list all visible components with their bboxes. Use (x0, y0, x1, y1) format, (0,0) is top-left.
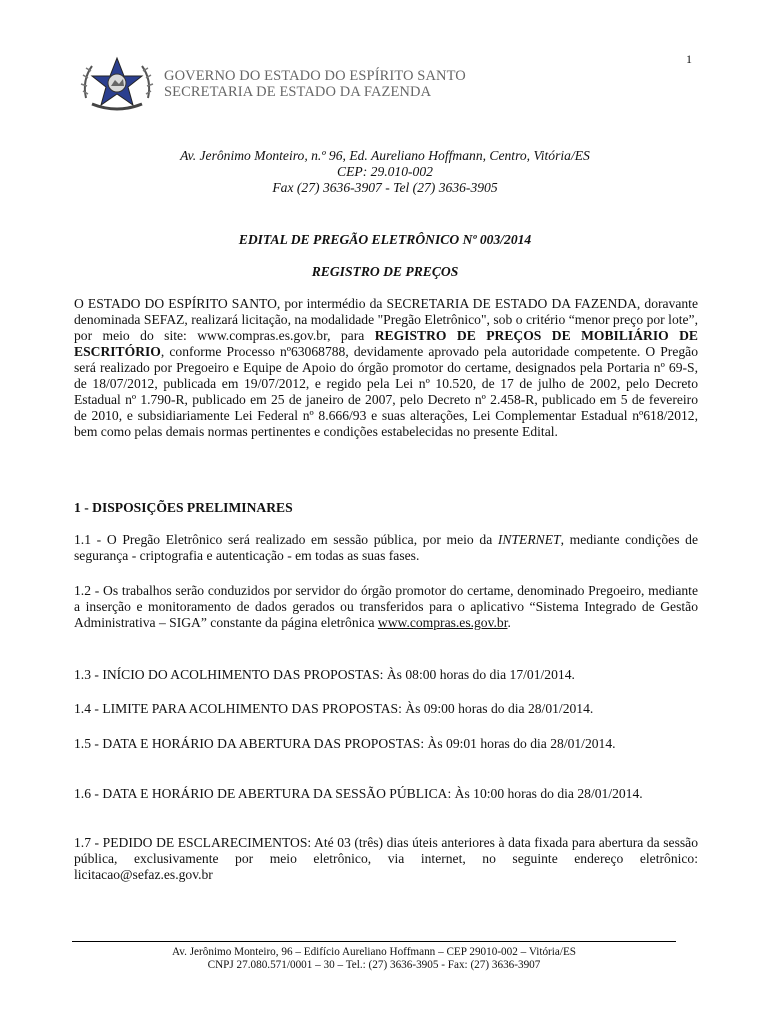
item-1-1-italic: INTERNET (497, 532, 561, 547)
item-1-4-text: 1.4 - LIMITE PARA ACOLHIMENTO DAS PROPOSTAS: Às 09:00 horas do dia 28/01/2014. (74, 701, 594, 716)
item-1-1-text: 1.1 - O Pregão Eletrônico será realizado em sessão pública, por meio da (74, 532, 498, 547)
address-line-cep: CEP: 29.010-002 (337, 164, 433, 179)
address-line-street: Av. Jerônimo Monteiro, n.º 96, Ed. Aureliano Hoffmann, Centro, Vitória/ES (180, 148, 590, 163)
footer-divider (72, 941, 676, 942)
intro-text-part2: , conforme Processo nº63068788, devidamente aprovado pela autoridade competente. O Pregão será realizado por Pregoeiro e Equipe de Apoio do órgão promotor do certame, designados pela Portaria nº 69-S, de 18/07/2012, publicada em 19/07/2012, e regido pela Lei nº 10.520, de 17 de julho de 2002, pelo Decreto Estadual nº 1.790-R, publicado em 25 de janeiro de 2007, pelo Decreto nº 2.458-R, publicado em 5 de fevereiro de 2010, e subsidiariamente Lei Federal nº 8.666/93 e suas alterações, Lei Complementar Estadual nº618/2012, bem como pelas demais normas pertinentes e condições estabelecidas no presente Edital. (74, 344, 698, 439)
footer-contacts: CNPJ 27.080.571/0001 – 30 – Tel.: (27) 3636-3905 - Fax: (27) 3636-3907 (207, 959, 541, 971)
secretariat-name: SECRETARIA DE ESTADO DA FAZENDA (164, 84, 432, 100)
item-1-5-text: 1.5 - DATA E HORÁRIO DA ABERTURA DAS PROPOSTAS: Às 09:01 horas do dia 28/01/2014. (74, 736, 616, 751)
page-footer (72, 946, 676, 972)
page-number: 1 (686, 52, 692, 66)
footer-address: Av. Jerônimo Monteiro, 96 – Edifício Aureliano Hoffmann – CEP 29010-002 – Vitória/ES (172, 946, 576, 958)
item-1-2-text-end: . (507, 615, 511, 630)
item-1-7-text: 1.7 - PEDIDO DE ESCLARECIMENTOS: Até 03 (três) dias úteis anteriores à data fixada para abertura da sessão pública, exclusivamente por meio eletrônico, via internet, no seguinte endereço eletrônico: licitacao@sefaz.es.gov.br (74, 835, 698, 882)
item-1-6 (74, 786, 698, 802)
state-coat-of-arms-icon (78, 54, 156, 116)
registro-title: REGISTRO DE PREÇOS (311, 264, 459, 279)
item-1-1-text-end: , mediante condições de segurança - criptografia e autenticação - em todas as suas fases. (74, 532, 698, 563)
item-1-4 (74, 701, 698, 717)
address-line-phone: Fax (27) 3636-3907 - Tel (27) 3636-3905 (272, 180, 498, 195)
intro-text-part1: O ESTADO DO ESPÍRITO SANTO, por intermédio da SECRETARIA DE ESTADO DA FAZENDA, doravante denominada SEFAZ, realizará licitação, na modalidade "Pregão Eletrônico", sob o critério “menor preço por lote”, por meio do site: www.compras.es.gov.br, para (74, 296, 698, 343)
compras-link[interactable]: www.compras.es.gov.br (377, 615, 508, 630)
item-1-3-text: 1.3 - INÍCIO DO ACOLHIMENTO DAS PROPOSTAS: Às 08:00 horas do dia 17/01/2014. (74, 667, 575, 682)
intro-paragraph (74, 296, 698, 440)
intro-bold-object: REGISTRO DE PREÇOS DE MOBILIÁRIO DE ESCRITÓRIO (74, 328, 698, 359)
item-1-6-text: 1.6 - DATA E HORÁRIO DE ABERTURA DA SESSÃO PÚBLICA: Às 10:00 horas do dia 28/01/2014. (74, 786, 643, 801)
item-1-5 (74, 736, 698, 752)
item-1-2 (74, 583, 698, 631)
item-1-2-text: 1.2 - Os trabalhos serão conduzidos por servidor do órgão promotor do certame, denominado Pregoeiro, mediante a inserção e monitoramento de dados gerados ou transferidos para o aplicativo “Sistema Integrado de Gestão Administrativa – SIGA” constante da página eletrônica (74, 583, 698, 630)
item-1-3 (74, 667, 698, 683)
item-1-7 (74, 835, 698, 883)
section-heading: 1 - DISPOSIÇÕES PRELIMINARES (74, 500, 293, 515)
address-block (0, 148, 770, 196)
government-name: GOVERNO DO ESTADO DO ESPÍRITO SANTO (164, 68, 466, 84)
item-1-1 (74, 532, 698, 564)
document-header (78, 54, 466, 116)
edital-title: EDITAL DE PREGÃO ELETRÔNICO Nº 003/2014 (238, 232, 532, 247)
